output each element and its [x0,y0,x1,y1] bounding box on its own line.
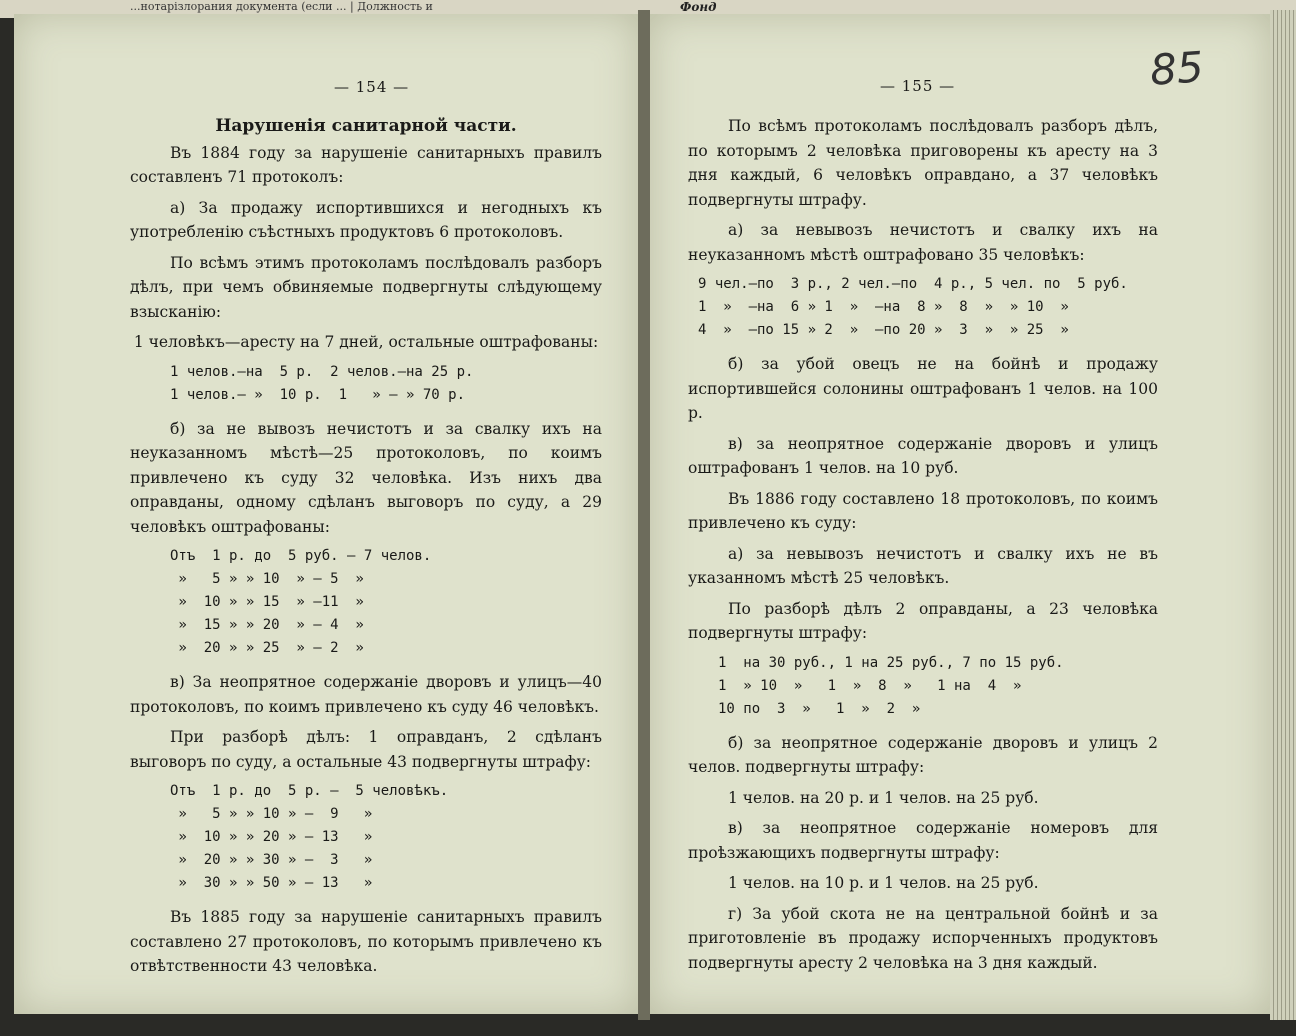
fines-row: » 10 » » 20 » — 13 » [170,829,373,845]
fines-row: Отъ 1 р. до 5 р. — 5 человѣкъ. [170,783,449,799]
paragraph: Въ 1886 году составлено 18 протоколовъ, по коимъ привлечено къ суду: [688,489,1158,532]
paragraph: в) За неопрятное содержаніе дворовъ и улицъ—40 протоколовъ, по коимъ привлечено къ суду 46 человѣкъ. [130,673,602,716]
fines-row: 1 челов.—на 5 р. 2 челов.—на 25 р. [170,363,474,380]
paragraph: в) за неопрятное содержаніе номеровъ для проѣзжающихъ подвергнуты штрафу: [688,819,1158,862]
archive-stamp: Фонд [680,0,717,14]
left-page [14,14,639,1014]
paragraph: 1 челов. на 20 р. и 1 челов. на 25 руб. [728,788,1039,807]
fines-row: » 5 » » 10 » — 5 » [170,571,364,587]
fines-row: » 5 » » 10 » — 9 » [170,806,373,822]
fines-row: » 20 » » 30 » — 3 » [170,852,373,868]
fines-row: » 30 » » 50 » — 13 » [170,875,373,891]
fines-row: 9 чел.—по 3 р., 2 чел.—по 4 р., 5 чел. по 5 руб. [698,276,1128,292]
paragraph: По разборѣ дѣлъ 2 оправданы, а 23 человѣка подвергнуты штрафу: [688,599,1158,642]
paragraph: 1 человѣкъ—аресту на 7 дней, остальные оштрафованы: [133,333,599,351]
paragraph: а) за невывозъ нечистотъ и свалку ихъ на неуказанномъ мѣстѣ оштрафовано 35 человѣкъ: [688,221,1158,264]
paragraph: а) За продажу испортившихся и негодныхъ къ употребленію съѣстныхъ продуктовъ 6 протоколовъ. [130,198,602,241]
paragraph: г) За убой скота не на центральной бойнѣ и за приготовленіе въ продажу испорченныхъ продуктовъ подвергнуты аресту 2 человѣка на 3 дня каждый. [688,904,1158,972]
fines-table [170,545,602,660]
paragraph: По всѣмъ этимъ протоколамъ послѣдовалъ разборъ дѣлъ, при чемъ обвиняемые подвергнуты слѣдующему взысканію: [130,253,602,321]
fines-row: 4 » —по 15 » 2 » —по 20 » 3 » » 25 » [698,322,1069,338]
paragraph: По всѣмъ протоколамъ послѣдовалъ разборъ дѣлъ, по которымъ 2 человѣка приговорены къ аресту на 3 дня каждый, 6 человѣкъ оправдано, а 37 человѣкъ подвергнуты штрафу. [688,117,1158,209]
section-title: Нарушенія санитарной части. [215,116,517,136]
page-edge-stack [1270,10,1296,1020]
fines-table [698,273,1158,342]
fines-row: 1 » —на 6 » 1 » —на 8 » 8 » » 10 » [698,299,1069,315]
header-fragment: ...нотарізлорания документа (если ... | Должность и [130,0,433,13]
paragraph: Въ 1885 году за нарушеніе санитарныхъ правилъ составлено 27 протоколовъ, по которымъ привлечено къ отвѣтственности 43 человѣка. [130,908,602,975]
fines-table [170,780,602,895]
book-spine [638,10,650,1020]
paragraph: При разборѣ дѣлъ: 1 оправданъ, 2 сдѣланъ выговоръ по суду, а остальные 43 подвергнуты штрафу: [130,728,602,771]
fines-row: 1 » 10 » 1 » 8 » 1 на 4 » [718,677,1022,694]
fines-row: 10 по 3 » 1 » 2 » [718,700,921,717]
fines-table [170,361,602,407]
left-page-body [130,114,602,985]
page-number-left: — 154 — [334,78,410,96]
right-page [650,14,1270,1014]
fines-table [718,652,1158,721]
paragraph: 1 челов. на 10 р. и 1 челов. на 25 руб. [728,874,1039,892]
handwritten-folio-number: 85 [1148,42,1206,95]
paragraph: а) за невывозъ нечистотъ и свалку ихъ не въ указанномъ мѣстѣ 25 человѣкъ. [688,544,1158,587]
paragraph: в) за неопрятное содержаніе дворовъ и улицъ оштрафованъ 1 челов. на 10 руб. [688,434,1158,477]
paragraph: б) за не вывозъ нечистотъ и за свалку ихъ на неуказанномъ мѣстѣ—25 протоколовъ, по коимъ привлечено къ суду 32 человѣка. Изъ нихъ два оправданы, одному сдѣланъ выговоръ по суду, а 29 человѣкъ оштрафованы: [130,419,602,536]
fines-row: » 15 » » 20 » — 4 » [170,617,364,633]
fines-row: 1 на 30 руб., 1 на 25 руб., 7 по 15 руб. [718,654,1064,671]
fines-row: » 20 » » 25 » — 2 » [170,640,364,656]
fines-row: » 10 » » 15 » —11 » [170,594,364,610]
fines-row: Отъ 1 р. до 5 руб. — 7 челов. [170,548,432,564]
right-page-body [688,114,1158,981]
fines-row: 1 челов.— » 10 р. 1 » — » 70 р. [170,386,466,403]
page-number-right: — 155 — [880,77,956,95]
paragraph: б) за убой овецъ не на бойнѣ и продажу испортившейся солонины оштрафованъ 1 челов. на 100 р. [688,355,1158,422]
paragraph: б) за неопрятное содержаніе дворовъ и улицъ 2 челов. подвергнуты штрафу: [688,733,1158,776]
paragraph: Въ 1884 году за нарушеніе санитарныхъ правилъ составленъ 71 протоколъ: [130,143,602,186]
